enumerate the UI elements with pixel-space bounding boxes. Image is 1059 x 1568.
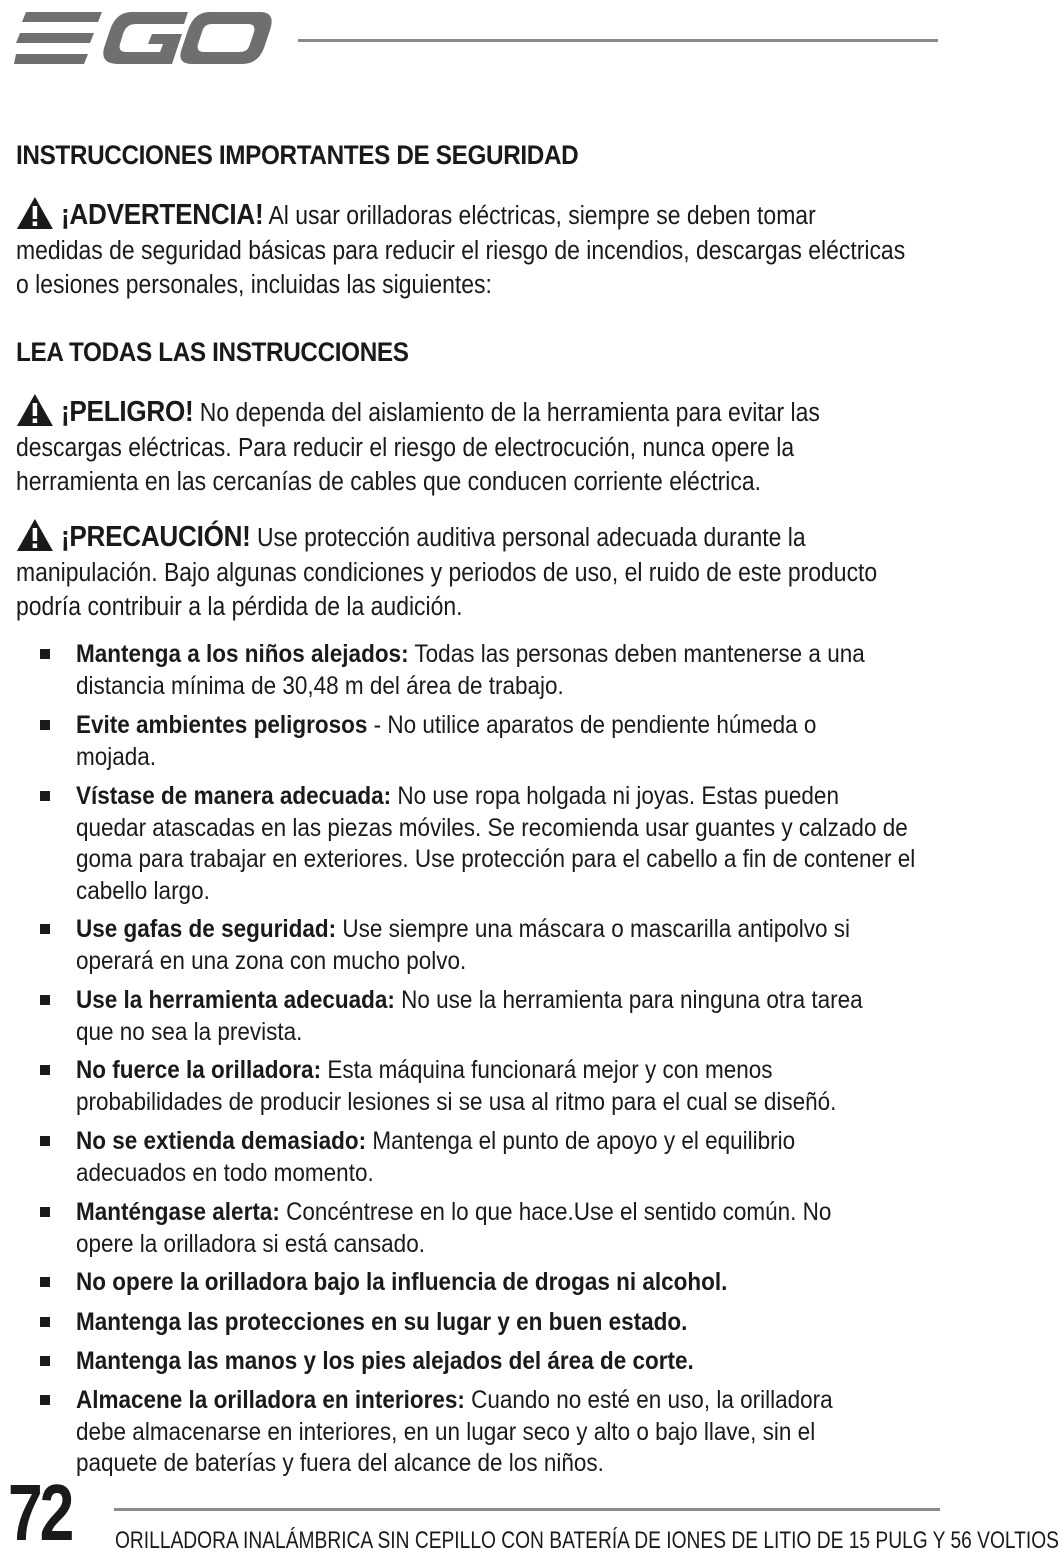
bullet-square-icon bbox=[40, 1317, 50, 1327]
danger-text: No dependa del aislamiento de la herramienta para evitar las bbox=[193, 399, 820, 427]
list-item-text: Vístase de manera adecuada: No use ropa holgada ni joyas. Estas pueden quedar atascadas en las piezas móviles. Se recomienda usar guantes y calzado de goma para trabajar en exteriores. Use protección para el cabello a fin de contener el cabello largo. bbox=[76, 782, 916, 905]
header-rule bbox=[298, 39, 938, 42]
list-item-text: Use la herramienta adecuada: No use la herramienta para ninguna otra tarea que no sea la prevista. bbox=[76, 986, 863, 1046]
danger-line-2: descargas eléctricas. Para reducir el riesgo de electrocución, nunca opere la bbox=[16, 433, 795, 462]
warning-tag: ¡ADVERTENCIA! bbox=[61, 199, 264, 231]
bullet-square-icon bbox=[40, 1136, 50, 1146]
bullet-square-icon bbox=[40, 995, 50, 1005]
ego-logo bbox=[14, 10, 272, 68]
caution-text: Use protección auditiva personal adecuada durante la bbox=[250, 524, 806, 552]
bullet-square-icon bbox=[40, 1065, 50, 1075]
caution-line-1 bbox=[16, 518, 934, 556]
warning-paragraph bbox=[16, 196, 934, 303]
bullet-square-icon bbox=[40, 1356, 50, 1366]
list-item-text: Almacene la orilladora en interiores: Cuando no esté en uso, la orilladora debe almacenarse en interiores, en un lugar seco y alto o bajo llave, sin el paquete de baterías y fuera del alcance de los niños. bbox=[76, 1386, 833, 1477]
list-item-text: Mantenga las manos y los pies alejados del área de corte. bbox=[76, 1347, 694, 1375]
caution-line-3: podría contribuir a la pérdida de la audición. bbox=[16, 593, 463, 621]
list-item-text: Mantenga a los niños alejados: Todas las personas deben mantenerse a una distancia mínima de 30,48 m del área de trabajo. bbox=[76, 640, 865, 700]
warning-text: Al usar orilladoras eléctricas, siempre se deben tomar bbox=[263, 202, 816, 230]
list-item-text: Mantenga las protecciones en su lugar y en buen estado. bbox=[76, 1308, 688, 1336]
caution-tag: ¡PRECAUCIÓN! bbox=[61, 521, 251, 553]
list-item-text: No opere la orilladora bajo la influencia de drogas ni alcohol. bbox=[76, 1268, 728, 1296]
bullet-square-icon bbox=[40, 924, 50, 934]
list-item-text: No fuerce la orilladora: Esta máquina funcionará mejor y con menos probabilidades de producir lesiones si se usa al ritmo para el cual se diseñó. bbox=[76, 1056, 837, 1116]
warning-triangle-icon bbox=[16, 518, 54, 552]
danger-line-3: herramienta en las cercanías de cables que conducen corriente eléctrica. bbox=[16, 468, 762, 496]
warning-line-3: o lesiones personales, incluidas las siguientes: bbox=[16, 271, 492, 299]
bullet-square-icon bbox=[40, 1277, 50, 1287]
page-number: 72 bbox=[8, 1468, 72, 1557]
list-item-text: Evite ambientes peligrosos - No utilice aparatos de pendiente húmeda o mojada. bbox=[76, 711, 817, 771]
warning-triangle-icon bbox=[16, 393, 54, 427]
warning-triangle-icon bbox=[16, 196, 54, 230]
section-title-safety: INSTRUCCIONES IMPORTANTES DE SEGURIDAD bbox=[16, 140, 579, 170]
bullet-square-icon bbox=[40, 791, 50, 801]
section-title-read-all: LEA TODAS LAS INSTRUCCIONES bbox=[16, 337, 409, 367]
bullet-square-icon bbox=[40, 720, 50, 730]
warning-line-1 bbox=[16, 196, 934, 234]
bullet-square-icon bbox=[40, 1207, 50, 1217]
warning-line-2: medidas de seguridad básicas para reducir el riesgo de incendios, descargas eléctricas bbox=[16, 236, 906, 265]
danger-line-1 bbox=[16, 393, 934, 431]
caution-line-2: manipulación. Bajo algunas condiciones y periodos de uso, el ruido de este producto bbox=[16, 558, 878, 587]
caution-paragraph bbox=[16, 518, 934, 625]
danger-tag: ¡PELIGRO! bbox=[61, 396, 194, 428]
list-item-text: No se extienda demasiado: Mantenga el punto de apoyo y el equilibrio adecuados en todo momento. bbox=[76, 1127, 796, 1187]
danger-paragraph bbox=[16, 393, 934, 500]
list-item-text: Use gafas de seguridad: Use siempre una máscara o mascarilla antipolvo si operará en una zona con mucho polvo. bbox=[76, 915, 851, 975]
footer-product-title: ORILLADORA INALÁMBRICA SIN CEPILLO CON BATERÍA DE IONES DE LITIO DE 15 PULG Y 56 VOLTIOS bbox=[115, 1527, 1059, 1554]
bullet-square-icon bbox=[40, 649, 50, 659]
list-item-text: Manténgase alerta: Concéntrese en lo que hace.Use el sentido común. No opere la orilladora si está cansado. bbox=[76, 1198, 832, 1258]
footer-rule bbox=[114, 1508, 940, 1511]
bullet-square-icon bbox=[40, 1395, 50, 1405]
